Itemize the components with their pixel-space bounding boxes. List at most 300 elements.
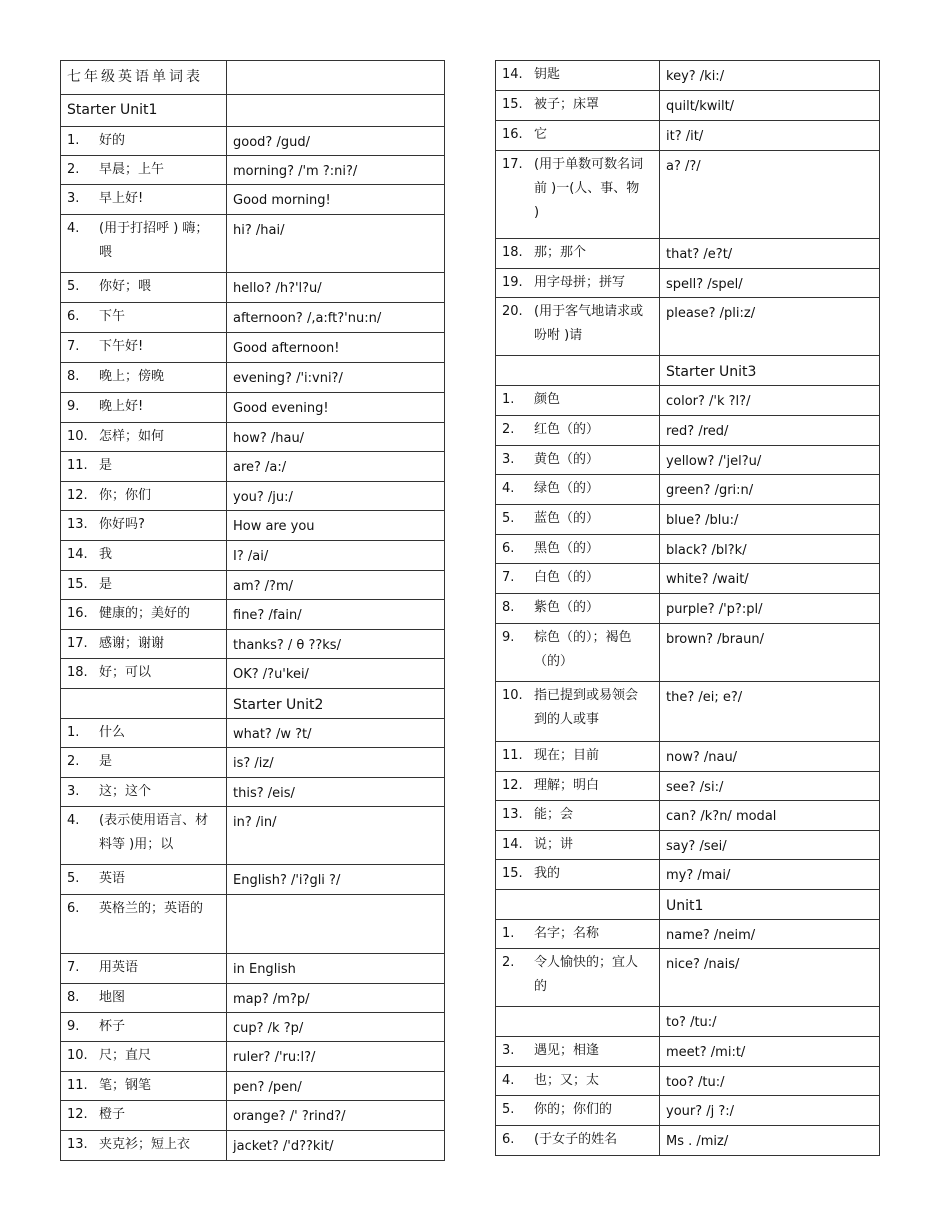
english-word-cell bbox=[227, 511, 445, 541]
english-word-cell bbox=[227, 600, 445, 630]
english-text: afternoon? /,a:ft?'nu:n/ bbox=[233, 311, 382, 326]
chinese-meaning-cell bbox=[61, 600, 227, 630]
entry-number: 3. bbox=[502, 1043, 515, 1058]
english-word-cell bbox=[660, 505, 880, 535]
chinese-meaning-cell bbox=[61, 273, 227, 303]
english-text: red? /red/ bbox=[666, 424, 729, 439]
chinese-text: (用于打招呼 ) 嗨；喂 bbox=[99, 221, 209, 260]
entry-number: 6. bbox=[502, 1132, 515, 1147]
chinese-meaning-cell bbox=[496, 890, 660, 920]
english-text: to? /tu:/ bbox=[666, 1015, 717, 1030]
table-row bbox=[61, 273, 445, 303]
entry-number: 10. bbox=[67, 1048, 88, 1063]
chinese-text: 橙子 bbox=[99, 1107, 126, 1122]
english-word-cell bbox=[660, 356, 880, 386]
english-text: is? /iz/ bbox=[233, 756, 274, 771]
english-text: black? /bl?k/ bbox=[666, 543, 747, 558]
chinese-text: 颜色 bbox=[534, 392, 561, 407]
english-text: spell? /spel/ bbox=[666, 277, 743, 292]
chinese-text: 什么 bbox=[99, 725, 126, 740]
word-table-left bbox=[60, 60, 445, 1161]
chinese-meaning-cell bbox=[496, 121, 660, 151]
english-text: map? /m?p/ bbox=[233, 992, 310, 1007]
chinese-meaning-cell bbox=[61, 61, 227, 95]
chinese-meaning-cell bbox=[496, 801, 660, 831]
table-row bbox=[496, 801, 880, 831]
chinese-meaning-cell bbox=[61, 156, 227, 185]
chinese-meaning-cell bbox=[61, 719, 227, 748]
chinese-text: 白色（的） bbox=[534, 570, 600, 585]
english-text: the? /ei; e?/ bbox=[666, 690, 743, 705]
english-text: yellow? /'jel?u/ bbox=[666, 454, 762, 469]
entry-number: 2. bbox=[502, 422, 515, 437]
entry-number: 3. bbox=[502, 452, 515, 467]
entry-number: 16. bbox=[67, 606, 88, 621]
entry-number: 8. bbox=[67, 990, 80, 1005]
table-row bbox=[496, 446, 880, 475]
chinese-meaning-cell bbox=[496, 475, 660, 505]
chinese-text: 红色（的） bbox=[534, 422, 600, 437]
chinese-text: 能；会 bbox=[534, 807, 574, 822]
english-text: now? /nau/ bbox=[666, 750, 738, 765]
chinese-meaning-cell bbox=[496, 505, 660, 535]
entry-number: 1. bbox=[502, 392, 515, 407]
table-row bbox=[61, 393, 445, 423]
english-text: color? /'k ?l?/ bbox=[666, 394, 751, 409]
chinese-text: 杯子 bbox=[99, 1019, 126, 1034]
entry-number: 15. bbox=[67, 577, 88, 592]
entry-number: 17. bbox=[502, 157, 523, 172]
english-word-cell bbox=[660, 920, 880, 949]
english-word-cell bbox=[227, 127, 445, 156]
english-text: Good morning! bbox=[233, 193, 331, 208]
chinese-text: 感谢；谢谢 bbox=[99, 636, 165, 651]
english-word-cell bbox=[660, 682, 880, 742]
chinese-meaning-cell bbox=[61, 452, 227, 482]
english-text: say? /sei/ bbox=[666, 839, 727, 854]
table-row bbox=[496, 772, 880, 801]
english-text: morning? /'m ?:ni?/ bbox=[233, 164, 358, 179]
english-word-cell bbox=[660, 1067, 880, 1096]
table-row bbox=[61, 954, 445, 984]
english-text: my? /mai/ bbox=[666, 868, 731, 883]
entry-number: 12. bbox=[67, 488, 88, 503]
entry-number: 9. bbox=[67, 399, 80, 414]
chinese-text: 你好吗? bbox=[99, 517, 145, 532]
table-row bbox=[61, 127, 445, 156]
table-row bbox=[496, 890, 880, 920]
table-row bbox=[61, 865, 445, 895]
table-row bbox=[496, 356, 880, 386]
chinese-text: 现在；目前 bbox=[534, 748, 600, 763]
chinese-text: 令人愉快的；宜人的 bbox=[534, 955, 639, 994]
english-word-cell bbox=[227, 778, 445, 807]
english-text: your? /j ?:/ bbox=[666, 1104, 735, 1119]
english-word-cell bbox=[227, 156, 445, 185]
table-row bbox=[496, 1096, 880, 1126]
english-text: OK? /?u'kei/ bbox=[233, 667, 309, 682]
english-word-cell bbox=[660, 801, 880, 831]
english-word-cell bbox=[227, 659, 445, 689]
english-word-cell bbox=[660, 1096, 880, 1126]
english-word-cell bbox=[660, 446, 880, 475]
chinese-text: 黄色（的） bbox=[534, 452, 600, 467]
table-row bbox=[61, 185, 445, 215]
english-word-cell bbox=[227, 1072, 445, 1101]
chinese-meaning-cell bbox=[496, 386, 660, 416]
chinese-text: 好的 bbox=[99, 133, 126, 148]
english-text: key? /ki:/ bbox=[666, 69, 725, 84]
english-word-cell bbox=[227, 95, 445, 127]
chinese-meaning-cell bbox=[496, 949, 660, 1007]
english-word-cell bbox=[660, 416, 880, 446]
chinese-text: 你；你们 bbox=[99, 488, 152, 503]
english-word-cell bbox=[227, 541, 445, 571]
chinese-text: 健康的；美好的 bbox=[99, 606, 191, 621]
chinese-text: 地图 bbox=[99, 990, 126, 1005]
entry-number: 19. bbox=[502, 275, 523, 290]
table-row bbox=[496, 535, 880, 564]
english-word-cell bbox=[660, 475, 880, 505]
english-word-cell bbox=[660, 61, 880, 91]
entry-number: 9. bbox=[502, 630, 515, 645]
table-row bbox=[496, 151, 880, 239]
english-word-cell bbox=[660, 564, 880, 594]
english-word-cell bbox=[660, 890, 880, 920]
chinese-text: (于女子的姓名 bbox=[534, 1132, 618, 1147]
entry-number: 15. bbox=[502, 866, 523, 881]
table-row bbox=[496, 682, 880, 742]
table-row bbox=[61, 452, 445, 482]
entry-number: 4. bbox=[502, 481, 515, 496]
entry-number: 7. bbox=[67, 960, 80, 975]
english-text: thanks? / θ ??ks/ bbox=[233, 638, 341, 653]
english-word-cell bbox=[660, 624, 880, 682]
english-word-cell bbox=[227, 363, 445, 393]
unit-heading: Starter Unit2 bbox=[233, 697, 324, 713]
table-row bbox=[496, 269, 880, 298]
chinese-meaning-cell bbox=[496, 61, 660, 91]
entry-number: 7. bbox=[502, 570, 515, 585]
unit-heading: Starter Unit1 bbox=[67, 102, 158, 118]
chinese-meaning-cell bbox=[61, 215, 227, 273]
english-text: blue? /blu:/ bbox=[666, 513, 739, 528]
entry-number: 14. bbox=[502, 67, 523, 82]
table-row bbox=[61, 156, 445, 185]
chinese-meaning-cell bbox=[61, 630, 227, 659]
table-row bbox=[496, 1037, 880, 1067]
table-row bbox=[61, 807, 445, 865]
english-text: in English bbox=[233, 962, 296, 977]
chinese-text: 早上好! bbox=[99, 191, 144, 206]
table-row bbox=[496, 91, 880, 121]
chinese-text: 是 bbox=[99, 754, 113, 769]
english-word-cell bbox=[227, 1131, 445, 1161]
chinese-text: 下午 bbox=[99, 309, 126, 324]
table-row bbox=[496, 239, 880, 269]
chinese-meaning-cell bbox=[496, 416, 660, 446]
chinese-meaning-cell bbox=[496, 446, 660, 475]
chinese-meaning-cell bbox=[496, 1037, 660, 1067]
english-text: Good evening! bbox=[233, 401, 329, 416]
entry-number: 6. bbox=[67, 309, 80, 324]
entry-number: 6. bbox=[67, 901, 80, 916]
table-row bbox=[496, 61, 880, 91]
english-text: pen? /pen/ bbox=[233, 1080, 302, 1095]
chinese-text: 是 bbox=[99, 458, 113, 473]
english-word-cell bbox=[227, 748, 445, 778]
table-row bbox=[61, 541, 445, 571]
chinese-meaning-cell bbox=[61, 748, 227, 778]
english-text: it? /it/ bbox=[666, 129, 704, 144]
entry-number: 5. bbox=[502, 511, 515, 526]
english-word-cell bbox=[227, 1101, 445, 1131]
english-word-cell bbox=[660, 121, 880, 151]
chinese-meaning-cell bbox=[61, 659, 227, 689]
table-row bbox=[496, 505, 880, 535]
chinese-meaning-cell bbox=[496, 356, 660, 386]
entry-number: 13. bbox=[67, 1137, 88, 1152]
chinese-text: 是 bbox=[99, 577, 113, 592]
entry-number: 7. bbox=[67, 339, 80, 354]
english-word-cell bbox=[227, 865, 445, 895]
entry-number: 10. bbox=[67, 429, 88, 444]
table-row bbox=[61, 95, 445, 127]
english-text: that? /e?t/ bbox=[666, 247, 733, 262]
table-row bbox=[61, 423, 445, 452]
entry-number: 4. bbox=[67, 813, 80, 828]
chinese-text: 我的 bbox=[534, 866, 561, 881]
english-word-cell bbox=[227, 571, 445, 600]
chinese-meaning-cell bbox=[496, 831, 660, 860]
chinese-meaning-cell bbox=[496, 1096, 660, 1126]
english-text: what? /w ?t/ bbox=[233, 727, 312, 742]
chinese-meaning-cell bbox=[61, 541, 227, 571]
chinese-meaning-cell bbox=[496, 535, 660, 564]
chinese-text: 好；可以 bbox=[99, 665, 152, 680]
table-row bbox=[61, 659, 445, 689]
entry-number: 1. bbox=[67, 725, 80, 740]
english-text: Good afternoon! bbox=[233, 341, 340, 356]
english-word-cell bbox=[660, 831, 880, 860]
table-row bbox=[61, 511, 445, 541]
chinese-text: 遇见；相逢 bbox=[534, 1043, 600, 1058]
english-text: ruler? /'ru:l?/ bbox=[233, 1050, 316, 1065]
chinese-text: 你好；喂 bbox=[99, 279, 152, 294]
entry-number: 12. bbox=[502, 778, 523, 793]
table-row bbox=[496, 949, 880, 1007]
table-row bbox=[61, 1042, 445, 1072]
english-word-cell bbox=[660, 1126, 880, 1156]
english-word-cell bbox=[227, 807, 445, 865]
entry-number: 6. bbox=[502, 541, 515, 556]
table-row bbox=[496, 298, 880, 356]
chinese-text: 尺；直尺 bbox=[99, 1048, 152, 1063]
english-text: white? /wait/ bbox=[666, 572, 749, 587]
chinese-text: 早晨；上午 bbox=[99, 162, 165, 177]
table-row bbox=[61, 1072, 445, 1101]
table-row bbox=[496, 860, 880, 890]
chinese-text: 蓝色（的） bbox=[534, 511, 600, 526]
chinese-meaning-cell bbox=[496, 624, 660, 682]
english-word-cell bbox=[660, 1007, 880, 1037]
english-word-cell bbox=[227, 719, 445, 748]
table-row bbox=[496, 386, 880, 416]
table-row bbox=[61, 303, 445, 333]
english-word-cell bbox=[660, 535, 880, 564]
english-text: nice? /nais/ bbox=[666, 957, 740, 972]
chinese-meaning-cell bbox=[61, 954, 227, 984]
chinese-text: 你的；你们的 bbox=[534, 1102, 613, 1117]
table-row bbox=[61, 215, 445, 273]
english-text: hi? /hai/ bbox=[233, 223, 285, 238]
chinese-meaning-cell bbox=[496, 860, 660, 890]
table-row bbox=[61, 1013, 445, 1042]
english-text: How are you bbox=[233, 519, 315, 534]
english-word-cell bbox=[660, 91, 880, 121]
english-text: this? /eis/ bbox=[233, 786, 295, 801]
entry-number: 18. bbox=[67, 665, 88, 680]
table-row bbox=[61, 689, 445, 719]
chinese-meaning-cell bbox=[61, 363, 227, 393]
chinese-meaning-cell bbox=[496, 91, 660, 121]
chinese-meaning-cell bbox=[61, 895, 227, 954]
chinese-meaning-cell bbox=[61, 423, 227, 452]
english-word-cell bbox=[227, 954, 445, 984]
entry-number: 5. bbox=[502, 1102, 515, 1117]
chinese-text: 英格兰的；英语的 bbox=[99, 901, 204, 916]
chinese-meaning-cell bbox=[61, 865, 227, 895]
table-row bbox=[496, 1126, 880, 1156]
chinese-text: 晚上好! bbox=[99, 399, 144, 414]
chinese-meaning-cell bbox=[61, 778, 227, 807]
table-row bbox=[61, 571, 445, 600]
chinese-meaning-cell bbox=[496, 1007, 660, 1037]
english-text: English? /'i?gli ?/ bbox=[233, 873, 341, 888]
table-row bbox=[496, 1067, 880, 1096]
table-row bbox=[61, 748, 445, 778]
chinese-text: (表示使用语言、材料等 )用；以 bbox=[99, 813, 209, 852]
entry-number: 4. bbox=[502, 1073, 515, 1088]
english-word-cell bbox=[660, 269, 880, 298]
table-row bbox=[61, 482, 445, 511]
english-text: meet? /mi:t/ bbox=[666, 1045, 746, 1060]
english-word-cell bbox=[227, 215, 445, 273]
chinese-text: 用英语 bbox=[99, 960, 139, 975]
chinese-meaning-cell bbox=[61, 95, 227, 127]
table-row bbox=[496, 121, 880, 151]
chinese-text: 下午好! bbox=[99, 339, 144, 354]
table-row bbox=[496, 416, 880, 446]
chinese-meaning-cell bbox=[61, 571, 227, 600]
chinese-text: 这；这个 bbox=[99, 784, 152, 799]
entry-number: 15. bbox=[502, 97, 523, 112]
english-word-cell bbox=[660, 742, 880, 772]
chinese-text: 夹克衫；短上衣 bbox=[99, 1137, 191, 1152]
entry-number: 13. bbox=[67, 517, 88, 532]
chinese-text: 英语 bbox=[99, 871, 126, 886]
chinese-meaning-cell bbox=[61, 127, 227, 156]
english-word-cell bbox=[660, 594, 880, 624]
english-word-cell bbox=[227, 630, 445, 659]
english-text: evening? /'i:vni?/ bbox=[233, 371, 343, 386]
english-text: fine? /fain/ bbox=[233, 608, 302, 623]
entry-number: 2. bbox=[67, 162, 80, 177]
english-word-cell bbox=[227, 423, 445, 452]
entry-number: 8. bbox=[502, 600, 515, 615]
table-row bbox=[496, 1007, 880, 1037]
chinese-text: (用于单数可数名词前 )一(人、事、物 ) bbox=[534, 157, 644, 220]
chinese-text: 黑色（的） bbox=[534, 541, 600, 556]
english-text: can? /k?n/ modal bbox=[666, 809, 777, 824]
chinese-text: 我 bbox=[99, 547, 113, 562]
entry-number: 1. bbox=[502, 926, 515, 941]
chinese-text: 说；讲 bbox=[534, 837, 574, 852]
english-word-cell bbox=[227, 452, 445, 482]
table-row bbox=[61, 719, 445, 748]
english-word-cell bbox=[660, 860, 880, 890]
chinese-meaning-cell bbox=[496, 1067, 660, 1096]
entry-number: 12. bbox=[67, 1107, 88, 1122]
chinese-text: 用字母拼；拼写 bbox=[534, 275, 626, 290]
table-title: 七年级英语单词表 bbox=[67, 69, 203, 85]
table-row bbox=[61, 895, 445, 954]
english-text: are? /a:/ bbox=[233, 460, 287, 475]
entry-number: 20. bbox=[502, 304, 523, 319]
english-word-cell bbox=[227, 61, 445, 95]
chinese-text: 钥匙 bbox=[534, 67, 561, 82]
english-word-cell bbox=[660, 239, 880, 269]
entry-number: 14. bbox=[502, 837, 523, 852]
english-word-cell bbox=[227, 273, 445, 303]
chinese-meaning-cell bbox=[61, 482, 227, 511]
english-word-cell bbox=[227, 303, 445, 333]
chinese-meaning-cell bbox=[61, 333, 227, 363]
chinese-text: 它 bbox=[534, 127, 548, 142]
table-row bbox=[61, 1131, 445, 1161]
chinese-text: 绿色（的） bbox=[534, 481, 600, 496]
table-row bbox=[61, 1101, 445, 1131]
english-text: green? /gri:n/ bbox=[666, 483, 754, 498]
entry-number: 3. bbox=[67, 784, 80, 799]
table-row bbox=[61, 984, 445, 1013]
unit-heading: Starter Unit3 bbox=[666, 364, 757, 380]
english-text: in? /in/ bbox=[233, 815, 277, 830]
entry-number: 2. bbox=[67, 754, 80, 769]
entry-number: 9. bbox=[67, 1019, 80, 1034]
entry-number: 17. bbox=[67, 636, 88, 651]
word-table-right bbox=[495, 60, 880, 1156]
entry-number: 11. bbox=[67, 1078, 88, 1093]
chinese-text: 理解；明白 bbox=[534, 778, 600, 793]
english-text: orange? /' ?rind?/ bbox=[233, 1109, 346, 1124]
entry-number: 16. bbox=[502, 127, 523, 142]
english-word-cell bbox=[227, 984, 445, 1013]
entry-number: 8. bbox=[67, 369, 80, 384]
english-word-cell bbox=[660, 298, 880, 356]
entry-number: 11. bbox=[502, 748, 523, 763]
table-row bbox=[496, 624, 880, 682]
chinese-meaning-cell bbox=[496, 682, 660, 742]
english-text: purple? /'p?:pl/ bbox=[666, 602, 763, 617]
english-text: name? /neim/ bbox=[666, 928, 756, 943]
entry-number: 11. bbox=[67, 458, 88, 473]
table-row bbox=[496, 831, 880, 860]
chinese-text: 名字；名称 bbox=[534, 926, 600, 941]
chinese-text: 晚上；傍晚 bbox=[99, 369, 165, 384]
entry-number: 1. bbox=[67, 133, 80, 148]
english-text: I? /ai/ bbox=[233, 549, 269, 564]
